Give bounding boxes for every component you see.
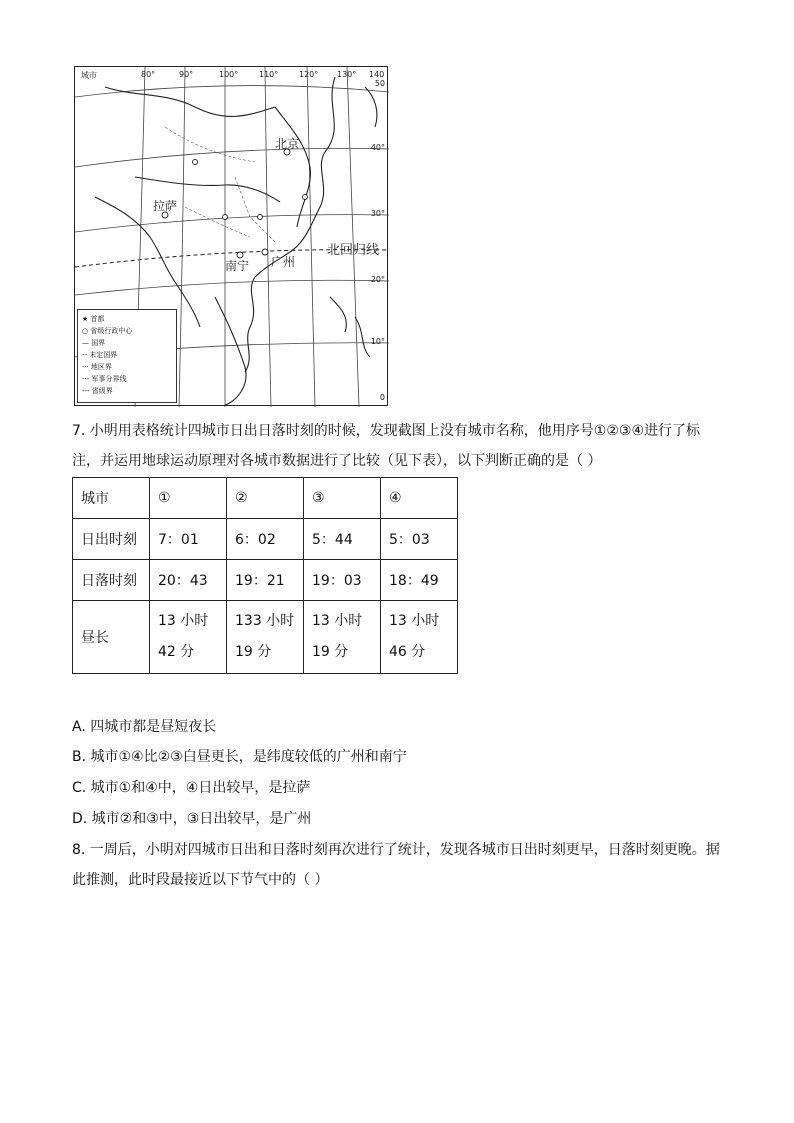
table-row [73,519,458,560]
table-cell: 20：43 [150,560,227,601]
map-legend [77,309,177,403]
table-row-label: 日落时刻 [73,560,150,601]
option-a[interactable]: A. 四城市都是昼短夜长 [72,719,217,735]
table-row [73,560,458,601]
legend-item-national-border: — 国界 [82,339,106,347]
legend-item-provincial-capital: ○ 省级行政中心 [82,327,133,335]
sunrise-sunset-table [72,477,458,674]
longitude-label: 80° [141,70,156,79]
longitude-label: 140 [369,70,385,79]
table-cell [150,601,227,674]
table-cell-minutes: 19 分 [312,644,349,660]
legend-item-capital: ★ 首都 [82,315,105,323]
question-8-line-2: 此推测，此时段最接近以下节气中的（ ） [72,872,329,888]
table-cell-hours: 13 小时 [158,613,209,629]
table-row-label: 昼长 [73,601,150,674]
option-c[interactable]: C. 城市①和④中，④日出较早，是拉萨 [72,780,311,796]
table-cell-hours: 133 小时 [235,613,295,629]
city-label-lhasa: 拉萨 [153,199,178,213]
legend-item-region-border: ··· 地区界 [82,363,112,371]
table-cell-minutes: 42 分 [158,644,195,660]
legend-item-provincial-border: --- 省级界 [82,387,113,395]
latitude-label: 50 [374,79,385,88]
legend-item-military-line: -·- 军事分界线 [82,375,127,383]
latitude-label: 10° [370,337,385,346]
table-cell: 6：02 [227,519,304,560]
city-label-nanning: 南宁 [225,259,250,273]
question-7 [72,416,732,476]
legend-item-undetermined-border: -- 未定国界 [82,351,118,359]
table-row [73,601,458,674]
map-corner-label: 城市 [81,71,97,80]
table-header-cell: ② [227,478,304,519]
table-header-cell: 城市 [73,478,150,519]
table-cell [304,601,381,674]
tropic-of-cancer-label: 北回归线 [327,243,380,258]
table-cell-minutes: 46 分 [389,644,426,660]
longitude-label: 120° [299,70,319,79]
table-cell: 19：21 [227,560,304,601]
longitude-label: 110° [259,70,279,79]
option-b[interactable]: B. 城市①④比②③白昼更长，是纬度较低的广州和南宁 [72,749,407,765]
table-cell: 5：44 [304,519,381,560]
question-7-line-1: 7. 小明用表格统计四城市日出日落时刻的时候，发现截图上没有城市名称，他用序号①②③④进行了标 [72,423,701,439]
longitude-label: 100° [219,70,239,79]
table-cell-hours: 13 小时 [389,613,440,629]
table-header-cell: ④ [381,478,458,519]
table-row-label: 日出时刻 [73,519,150,560]
table-cell-hours: 13 小时 [312,613,363,629]
latitude-label: 0 [379,393,385,402]
table-cell: 5：03 [381,519,458,560]
latitude-label: 40° [370,143,385,152]
table-cell: 19：03 [304,560,381,601]
latitude-label: 20° [370,275,385,284]
table-header-cell: ③ [304,478,381,519]
latitude-label: 30° [370,209,385,218]
table-header-row [73,478,458,519]
question-7-line-2: 注，并运用地球运动原理对各城市数据进行了比较（见下表），以下判断正确的是（ ） [72,453,602,469]
table-cell: 7：01 [150,519,227,560]
asia-map-figure [74,66,388,406]
table-cell-minutes: 19 分 [235,644,272,660]
table-cell [381,601,458,674]
city-label-guangzhou: 广州 [271,255,296,269]
table-cell [227,601,304,674]
city-label-beijing: 北京 [275,137,300,151]
question-8-line-1: 8. 一周后，小明对四城市日出和日落时刻再次进行了统计，发现各城市日出时刻更早，日落时刻更晚。据 [72,842,720,858]
question-8 [72,835,732,895]
table-cell: 18：49 [381,560,458,601]
longitude-label: 90° [179,70,194,79]
option-d[interactable]: D. 城市②和③中，③日出较早，是广州 [72,811,312,827]
longitude-label: 130° [337,70,357,79]
table-header-cell: ① [150,478,227,519]
